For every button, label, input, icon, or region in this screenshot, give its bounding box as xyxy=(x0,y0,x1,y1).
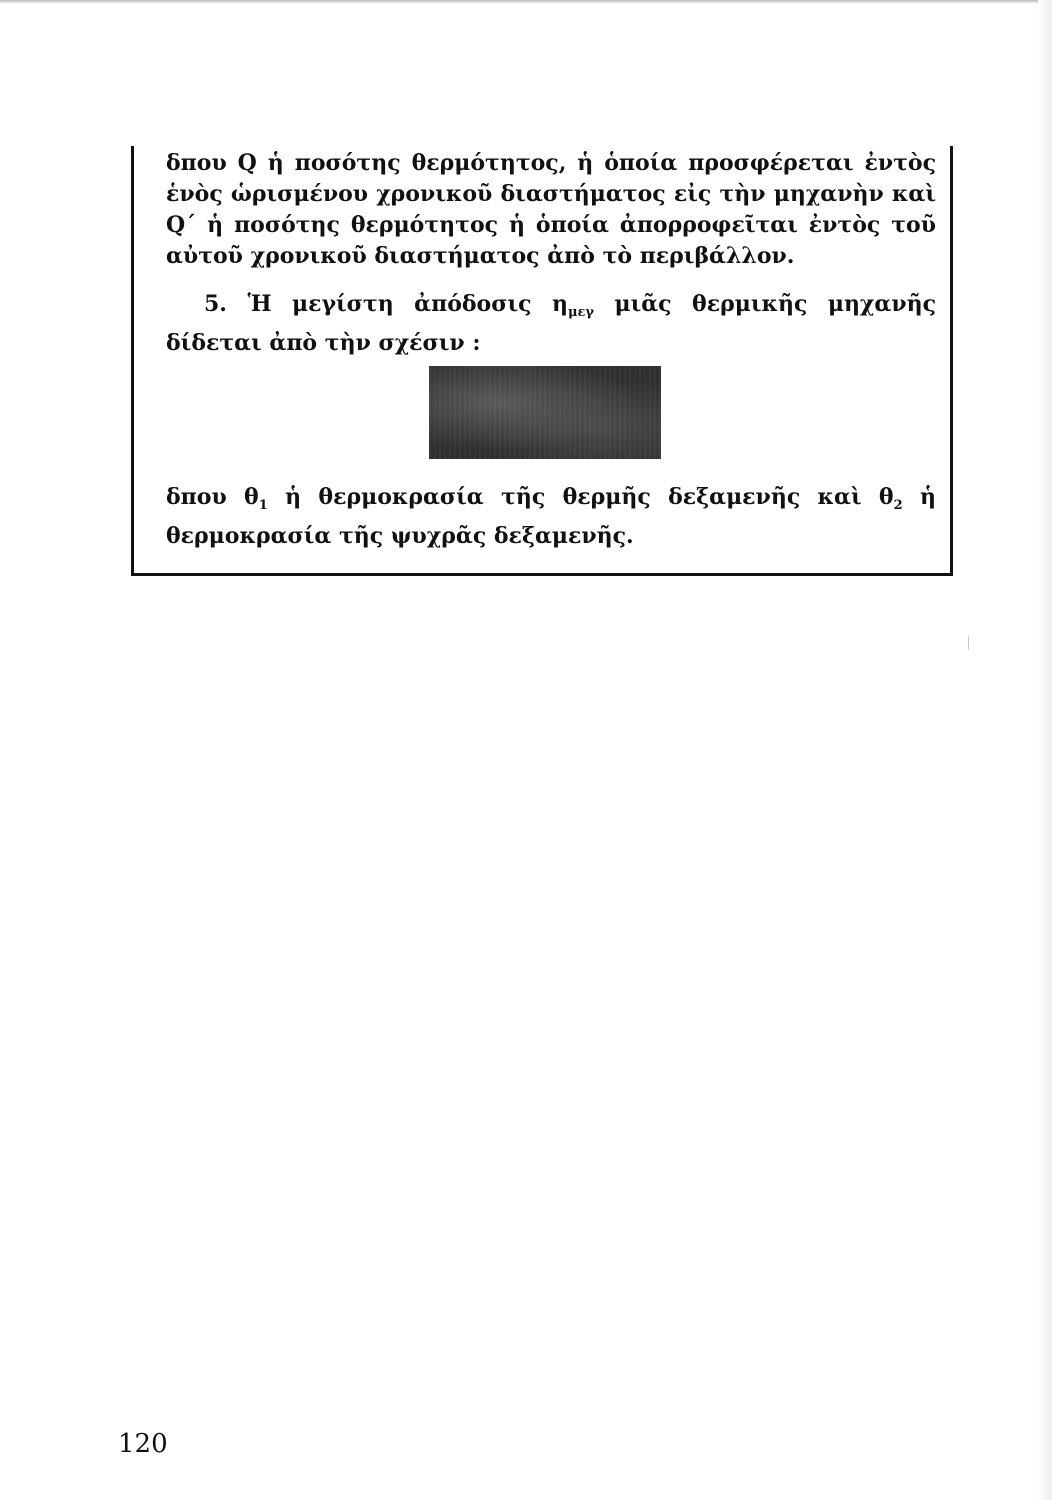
paragraph-heat-quantities xyxy=(166,148,936,272)
paragraph-text: δπου θ xyxy=(166,484,259,510)
page-number: 120 xyxy=(118,1429,168,1459)
subscript-1: 1 xyxy=(258,498,268,513)
paragraph-text: μιᾶς θερμικῆς μηχανῆς δίδεται ἀπὸ τὴν σχέσιν : xyxy=(166,291,936,356)
paragraph-text: ἡ θερμοκρασία τῆς ψυχρᾶς δεξαμενῆς. xyxy=(166,484,936,549)
paragraph-max-efficiency xyxy=(166,289,936,359)
subscript-2: 2 xyxy=(893,498,903,513)
paragraph-temperatures xyxy=(166,482,936,552)
formula-image-obscured xyxy=(429,366,661,459)
paragraph-text: ἡ θερμοκρασία τῆς θερμῆς δεξαμενῆς καὶ θ xyxy=(267,484,894,510)
paragraph-text: δπου Q ἡ ποσότης θερμότητος, ἡ ὁποία προσφέρεται ἐντὸς ἑνὸς ὡρισμένου χρονικοῦ διαστήματος εἰς τὴν μηχανὴν καὶ Q΄ ἡ ποσότης θερμότητος ἡ ὁποία ἀπορροφεῖται ἐντὸς τοῦ αὐτοῦ χρονικοῦ διαστήματος ἀπὸ τὸ περιβάλλον. xyxy=(166,150,936,269)
paragraph-text: 5. Ἡ μεγίστη ἀπόδοσις η xyxy=(204,291,568,317)
scan-artifact xyxy=(968,636,969,650)
scan-right-edge xyxy=(1038,0,1052,1500)
subscript-meg: μεγ xyxy=(567,305,594,320)
scan-top-edge xyxy=(0,0,1052,3)
boxed-note xyxy=(131,146,953,576)
